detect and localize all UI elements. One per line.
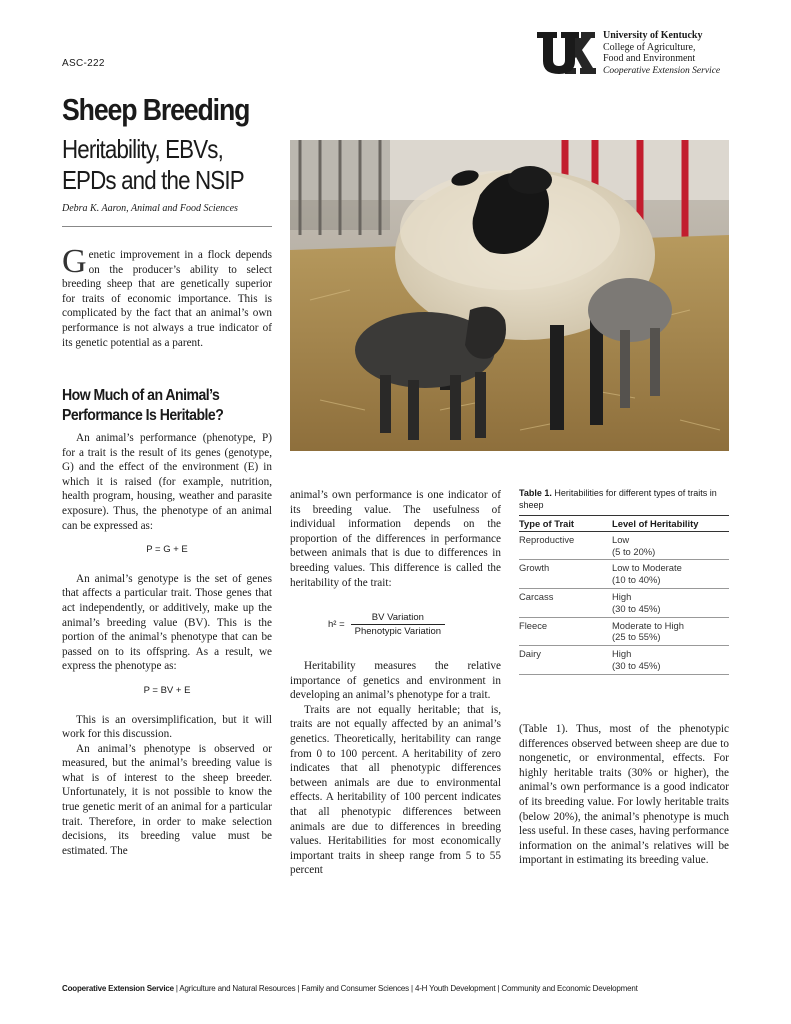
paragraph: An animal’s performance (phenotype, P) for a trait is the result of its genes (genotype, G) and the effect of the environment (E) in which it is raised (for example, nutrition, health program, housing, weather and parasite exposure). Thus, the phenotype of an animal can be expressed as:	[62, 432, 272, 532]
drop-cap: G	[62, 243, 87, 280]
footer	[62, 983, 682, 993]
title-divider	[62, 226, 272, 227]
table-header-row	[519, 516, 729, 532]
heritability-cell	[612, 617, 729, 646]
trait-cell: Reproductive	[519, 531, 612, 560]
formula-lhs: h² =	[328, 619, 345, 630]
column-header: Type of Trait	[519, 516, 612, 532]
table-caption-text: Heritabilities for different types of traits in sheep	[519, 488, 717, 510]
paragraph: An animal’s phenotype is observed or measured, but the animal’s breeding value is what is of interest to the sheep breeder. Unfortunately, it is not possible to know the true genetic merit of an animal for a particular trait. Therefore, in order to make selection decisions, its breeding value must be estimated. The	[62, 742, 272, 857]
formula-numerator: BV Variation	[371, 612, 424, 623]
paragraph: Traits are not equally heritable; that is, traits are not equally affected by an animal’s genetics. Theoretically, heritability can range from 0 to 100 percent. A heritability of zero indicates that all phenotypic differences between animals are due to environmental effects. A heritability of 100 percent indicates that all phenotypic differences between animals are due to differences in breeding values. Heritabilities for most economically important traits in sheep range from 5 to 55 percent	[290, 703, 501, 877]
paragraph: Heritability measures the relative importance of genetics and environment in developing an animal’s phenotype for a trait.	[290, 660, 501, 702]
trait-cell: Growth	[519, 560, 612, 589]
column-2-body	[290, 488, 501, 590]
college-name: College of Agriculture,	[603, 41, 696, 53]
heritability-level: High	[612, 648, 632, 660]
heritability-level: Low to Moderate	[612, 562, 682, 574]
heritability-cell	[612, 646, 729, 675]
column-2-body-cont	[290, 659, 501, 878]
heritability-range: (30 to 45%)	[612, 659, 661, 671]
table-caption	[519, 487, 729, 511]
table-caption-label: Table 1.	[519, 488, 552, 498]
heritability-cell	[612, 588, 729, 617]
service-name: Cooperative Extension Service	[603, 65, 721, 76]
table-row	[519, 531, 729, 560]
footer-service: Cooperative Extension Service	[62, 983, 174, 993]
heritability-range: (25 to 55%)	[612, 631, 661, 643]
paragraph: This is an oversimplification, but it will work for this discussion.	[62, 713, 272, 741]
heritability-range: (10 to 40%)	[612, 574, 661, 586]
column-3-body	[519, 722, 729, 868]
equation: P = BV + E	[143, 684, 191, 696]
heritability-cell	[612, 531, 729, 560]
institution-block	[603, 30, 720, 77]
paragraph: animal’s own performance is one indicator of its breeding value. The usefulness of individual information depends on the proportion of the differences in performance between animals that is due to differences in breeding values. This difference is called the heritability of the trait:	[290, 489, 501, 589]
trait-cell: Dairy	[519, 646, 612, 675]
college-name-cont: Food and Environment	[603, 53, 696, 64]
publication-code: ASC-222	[62, 58, 105, 69]
sheep-photo	[290, 140, 729, 451]
column-header: Level of Heritability	[612, 516, 729, 532]
trait-cell: Fleece	[519, 617, 612, 646]
paragraph: An animal’s genotype is the set of genes that affects a particular trait. Those genes that act independently, or additively, make up the animal’s breeding value (BV). This is the portion of the animal’s phenotype that can be passed on to its offspring. As a result, we express the phenotype as:	[62, 572, 272, 673]
university-name: University of Kentucky	[603, 30, 703, 41]
heritability-level: Moderate to High	[612, 619, 684, 631]
page-title: Sheep Breeding	[62, 92, 250, 127]
page-subtitle	[62, 134, 268, 196]
table-row	[519, 588, 729, 617]
author-line: Debra K. Aaron, Animal and Food Sciences	[62, 203, 238, 214]
footer-programs: | Agriculture and Natural Resources | Family and Consumer Sciences | 4-H Youth Development | Community and Economic Development	[173, 983, 638, 993]
heritability-cell	[612, 560, 729, 589]
uk-logo	[535, 30, 597, 76]
intro-paragraph	[62, 243, 272, 350]
paragraph: (Table 1). Thus, most of the phenotypic differences observed between sheep are due to nongenetic, or environmental, effects. For highly heritable traits (30% or higher), the animal’s own performance is a good indicator of its breeding value. For lowly heritable traits (below 20%), the animal’s phenotype is much less useful. In these cases, having performance information on the animal’s relatives will be important in estimating its breeding value.	[519, 723, 729, 867]
subtitle-line-1: Heritability, EBVs,	[62, 134, 223, 164]
column-1-body	[62, 431, 272, 858]
heritability-level: High	[612, 590, 632, 602]
subtitle-line-2: EPDs and the NSIP	[62, 165, 244, 195]
table-row	[519, 617, 729, 646]
table-row	[519, 560, 729, 589]
heritability-range: (30 to 45%)	[612, 602, 661, 614]
equation: P = G + E	[146, 544, 188, 556]
heritability-table	[519, 515, 729, 675]
table-row	[519, 646, 729, 675]
trait-cell: Carcass	[519, 588, 612, 617]
heritability-level: Low	[612, 533, 630, 545]
section-heading: How Much of an Animal’s Performance Is Heritable?	[62, 387, 224, 424]
heritability-range: (5 to 20%)	[612, 545, 656, 557]
formula-denominator: Phenotypic Variation	[351, 624, 445, 637]
intro-text: enetic improvement in a flock depends on the producer’s ability to select breeding sheep that are genetically superior for traits of economic importance. This is complicated by the fact that an animal’s own performance is not always a true indicator of its genetic potential as a parent.	[62, 249, 272, 349]
heritability-formula	[328, 612, 488, 637]
